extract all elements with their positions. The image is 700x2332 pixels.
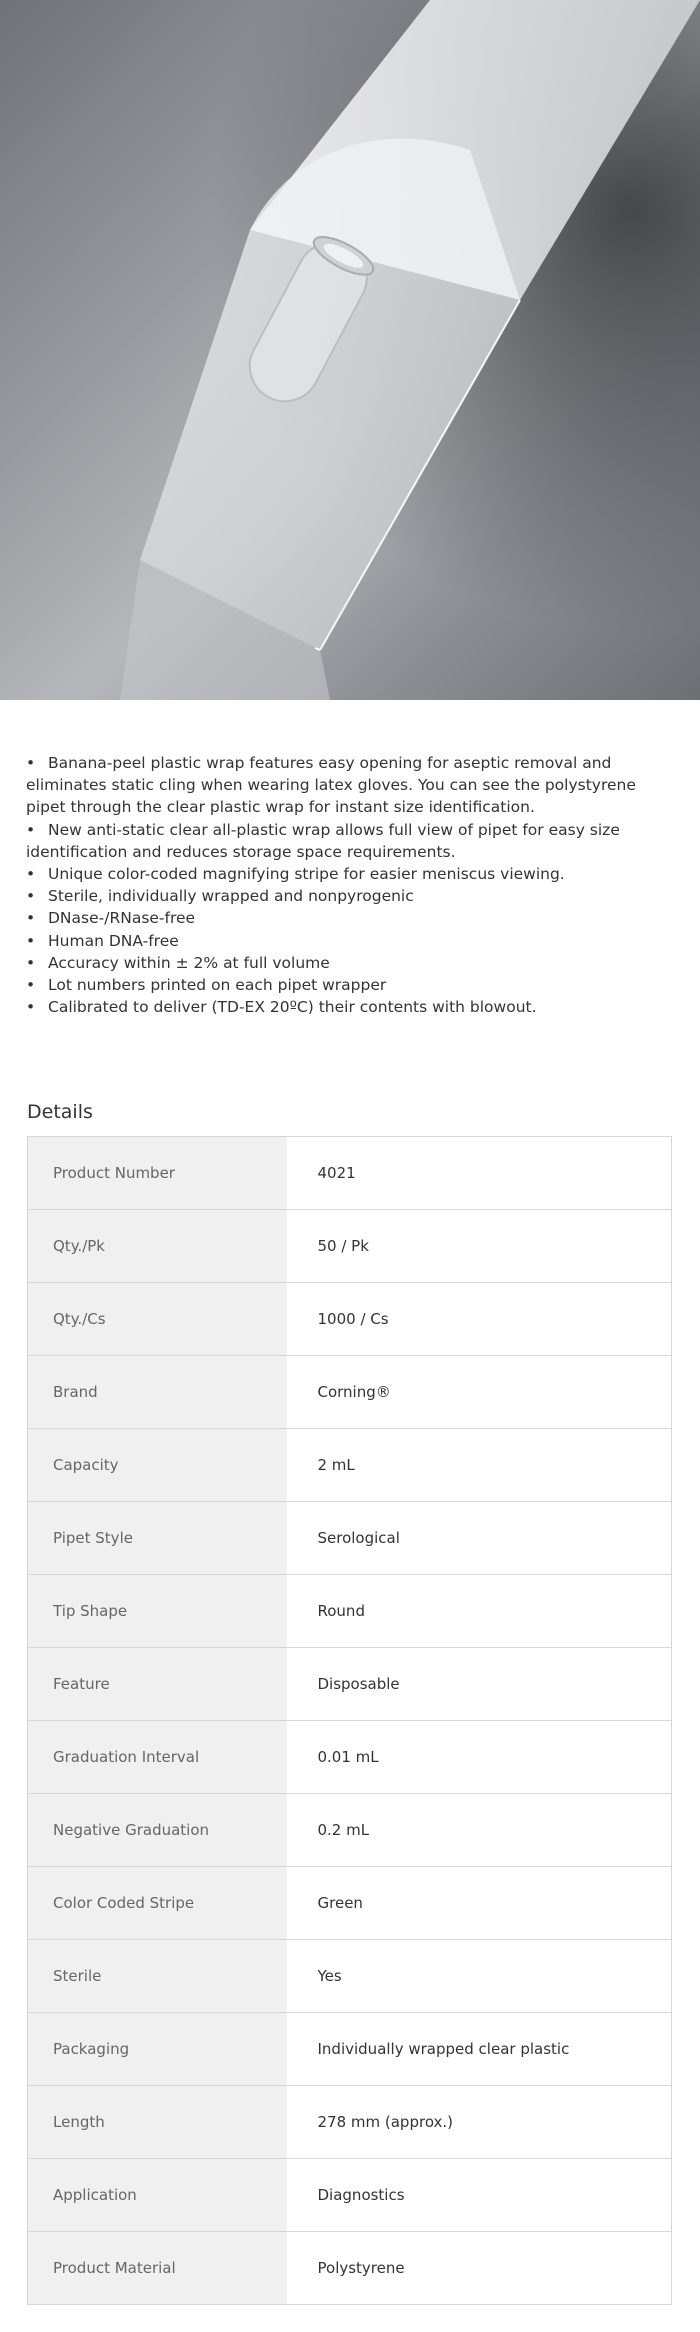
table-row bbox=[28, 1794, 672, 1867]
spec-label: Color Coded Stripe bbox=[28, 1867, 287, 1940]
spec-value: 278 mm (approx.) bbox=[287, 2086, 672, 2159]
spec-label: Qty./Pk bbox=[28, 1210, 287, 1283]
spec-label: Capacity bbox=[28, 1429, 287, 1502]
spec-label: Negative Graduation bbox=[28, 1794, 287, 1867]
details-heading: Details bbox=[27, 1101, 93, 1124]
spec-label: Graduation Interval bbox=[28, 1721, 287, 1794]
spec-label: Product Material bbox=[28, 2232, 287, 2305]
feature-item: • Unique color-coded magnifying stripe for easier meniscus viewing. bbox=[26, 865, 565, 884]
table-row bbox=[28, 1575, 672, 1648]
spec-value: Round bbox=[287, 1575, 672, 1648]
table-row bbox=[28, 1210, 672, 1283]
table-row bbox=[28, 1721, 672, 1794]
feature-item: • Sterile, individually wrapped and nonpyrogenic bbox=[26, 887, 414, 906]
spec-value: Green bbox=[287, 1867, 672, 1940]
spec-value: 2 mL bbox=[287, 1429, 672, 1502]
spec-value: Serological bbox=[287, 1502, 672, 1575]
feature-item: • DNase-/RNase-free bbox=[26, 909, 196, 928]
feature-item: • Accuracy within ± 2% at full volume bbox=[26, 953, 330, 972]
feature-item: • Human DNA-free bbox=[26, 931, 179, 950]
feature-item: • Lot numbers printed on each pipet wrapper bbox=[26, 976, 387, 995]
feature-list bbox=[0, 700, 700, 1018]
table-row bbox=[28, 1356, 672, 1429]
spec-label: Tip Shape bbox=[28, 1575, 287, 1648]
spec-label: Brand bbox=[28, 1356, 287, 1429]
spec-label: Feature bbox=[28, 1648, 287, 1721]
table-row bbox=[28, 1137, 672, 1210]
spec-label: Pipet Style bbox=[28, 1502, 287, 1575]
spec-value: Yes bbox=[287, 1940, 672, 2013]
table-row bbox=[28, 1648, 672, 1721]
spec-value: Disposable bbox=[287, 1648, 672, 1721]
spec-value: 0.01 mL bbox=[287, 1721, 672, 1794]
table-row bbox=[28, 1502, 672, 1575]
table-row bbox=[28, 1429, 672, 1502]
spec-label: Packaging bbox=[28, 2013, 287, 2086]
spec-value: Individually wrapped clear plastic bbox=[287, 2013, 672, 2086]
spec-value: 1000 / Cs bbox=[287, 1283, 672, 1356]
product-image bbox=[0, 0, 700, 700]
spec-label: Product Number bbox=[28, 1137, 287, 1210]
spec-value: 4021 bbox=[287, 1137, 672, 1210]
spec-value: Diagnostics bbox=[287, 2159, 672, 2232]
spec-label: Length bbox=[28, 2086, 287, 2159]
table-row bbox=[28, 1867, 672, 1940]
spec-label: Sterile bbox=[28, 1940, 287, 2013]
spec-value: Polystyrene bbox=[287, 2232, 672, 2305]
table-row bbox=[28, 2086, 672, 2159]
spec-label: Application bbox=[28, 2159, 287, 2232]
feature-item: • New anti-static clear all-plastic wrap allows full view of pipet for easy size identification and reduces storage space requirements. bbox=[26, 820, 620, 861]
table-row bbox=[28, 2013, 672, 2086]
table-row bbox=[28, 1940, 672, 2013]
table-row bbox=[28, 2232, 672, 2305]
feature-item: • Calibrated to deliver (TD-EX 20ºC) their contents with blowout. bbox=[26, 998, 537, 1017]
pipet-package-photo bbox=[0, 0, 700, 700]
spec-label: Qty./Cs bbox=[28, 1283, 287, 1356]
feature-item: • Banana-peel plastic wrap features easy opening for aseptic removal and eliminates static cling when wearing latex gloves. You can see the polystyrene pipet through the clear plastic wrap for instant size identification. bbox=[26, 754, 636, 817]
spec-value: 50 / Pk bbox=[287, 1210, 672, 1283]
table-row bbox=[28, 1283, 672, 1356]
spec-value: 0.2 mL bbox=[287, 1794, 672, 1867]
spec-value: Corning® bbox=[287, 1356, 672, 1429]
table-row bbox=[28, 2159, 672, 2232]
details-table bbox=[27, 1136, 672, 2305]
